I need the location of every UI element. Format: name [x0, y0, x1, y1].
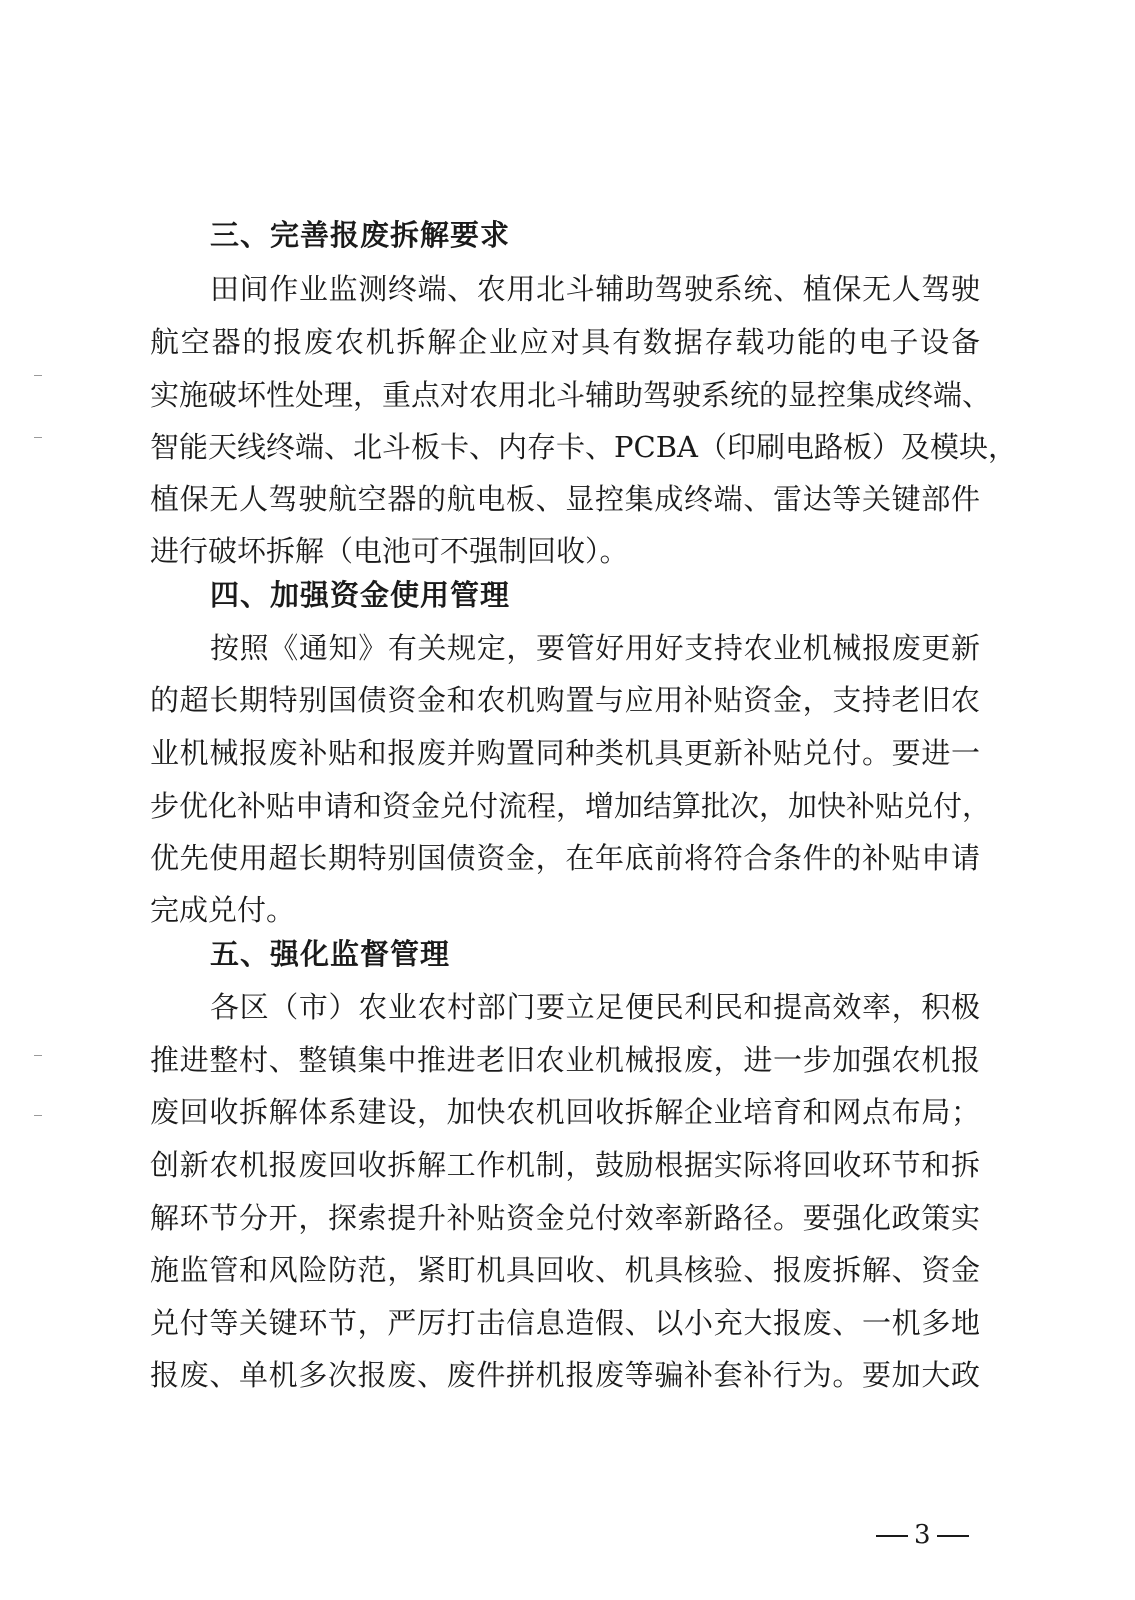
paragraph-line: 创新农机报废回收拆解工作机制，鼓励根据实际将回收环节和拆	[150, 1148, 980, 1182]
paragraph-line: 进行破坏拆解（电池可不强制回收）。	[150, 534, 629, 568]
paragraph-line: 航空器的报废农机拆解企业应对具有数据存载功能的电子设备	[150, 325, 980, 359]
scan-mark	[34, 437, 42, 438]
page-number-value: 3	[914, 1520, 931, 1550]
paragraph-line: 田间作业监测终端、农用北斗辅助驾驶系统、植保无人驾驶	[210, 272, 980, 306]
paragraph-line: 的超长期特别国债资金和农机购置与应用补贴资金，支持老旧农	[150, 683, 980, 717]
paragraph-line: 步优化补贴申请和资金兑付流程，增加结算批次，加快补贴兑付，	[150, 789, 992, 823]
section-heading-4: 四、加强资金使用管理	[210, 578, 511, 612]
paragraph-line: 废回收拆解体系建设，加快农机回收拆解企业培育和网点布局；	[150, 1095, 980, 1129]
paragraph-line: 各区（市）农业农村部门要立足便民利民和提高效率，积极	[210, 990, 980, 1024]
paragraph-line: 施监管和风险防范，紧盯机具回收、机具核验、报废拆解、资金	[150, 1253, 980, 1287]
paragraph-line: 解环节分开，探索提升补贴资金兑付效率新路径。要强化政策实	[150, 1201, 980, 1235]
dash-left	[876, 1535, 908, 1537]
scan-mark	[34, 375, 42, 376]
paragraph-line: 实施破坏性处理，重点对农用北斗辅助驾驶系统的显控集成终端、	[150, 378, 992, 412]
scan-mark	[34, 1115, 42, 1116]
paragraph-line: 优先使用超长期特别国债资金，在年底前将符合条件的补贴申请	[150, 841, 980, 875]
paragraph-line: 推进整村、整镇集中推进老旧农业机械报废，进一步加强农机报	[150, 1043, 980, 1077]
paragraph-line: 智能天线终端、北斗板卡、内存卡、PCBA（印刷电路板）及模块，	[150, 430, 1017, 464]
paragraph-line: 报废、单机多次报废、废件拼机报废等骗补套补行为。要加大政	[150, 1358, 980, 1392]
paragraph-line: 植保无人驾驶航空器的航电板、显控集成终端、雷达等关键部件	[150, 482, 980, 516]
paragraph-line: 按照《通知》有关规定，要管好用好支持农业机械报废更新	[210, 631, 980, 665]
paragraph-line: 完成兑付。	[150, 893, 296, 927]
dash-right	[937, 1535, 969, 1537]
section-heading-5: 五、强化监督管理	[210, 937, 451, 971]
page-number	[870, 1520, 975, 1550]
section-heading-3: 三、完善报废拆解要求	[210, 218, 511, 252]
paragraph-line: 兑付等关键环节，严厉打击信息造假、以小充大报废、一机多地	[150, 1306, 980, 1340]
scan-mark	[34, 1055, 42, 1056]
paragraph-line: 业机械报废补贴和报废并购置同种类机具更新补贴兑付。要进一	[150, 736, 980, 770]
